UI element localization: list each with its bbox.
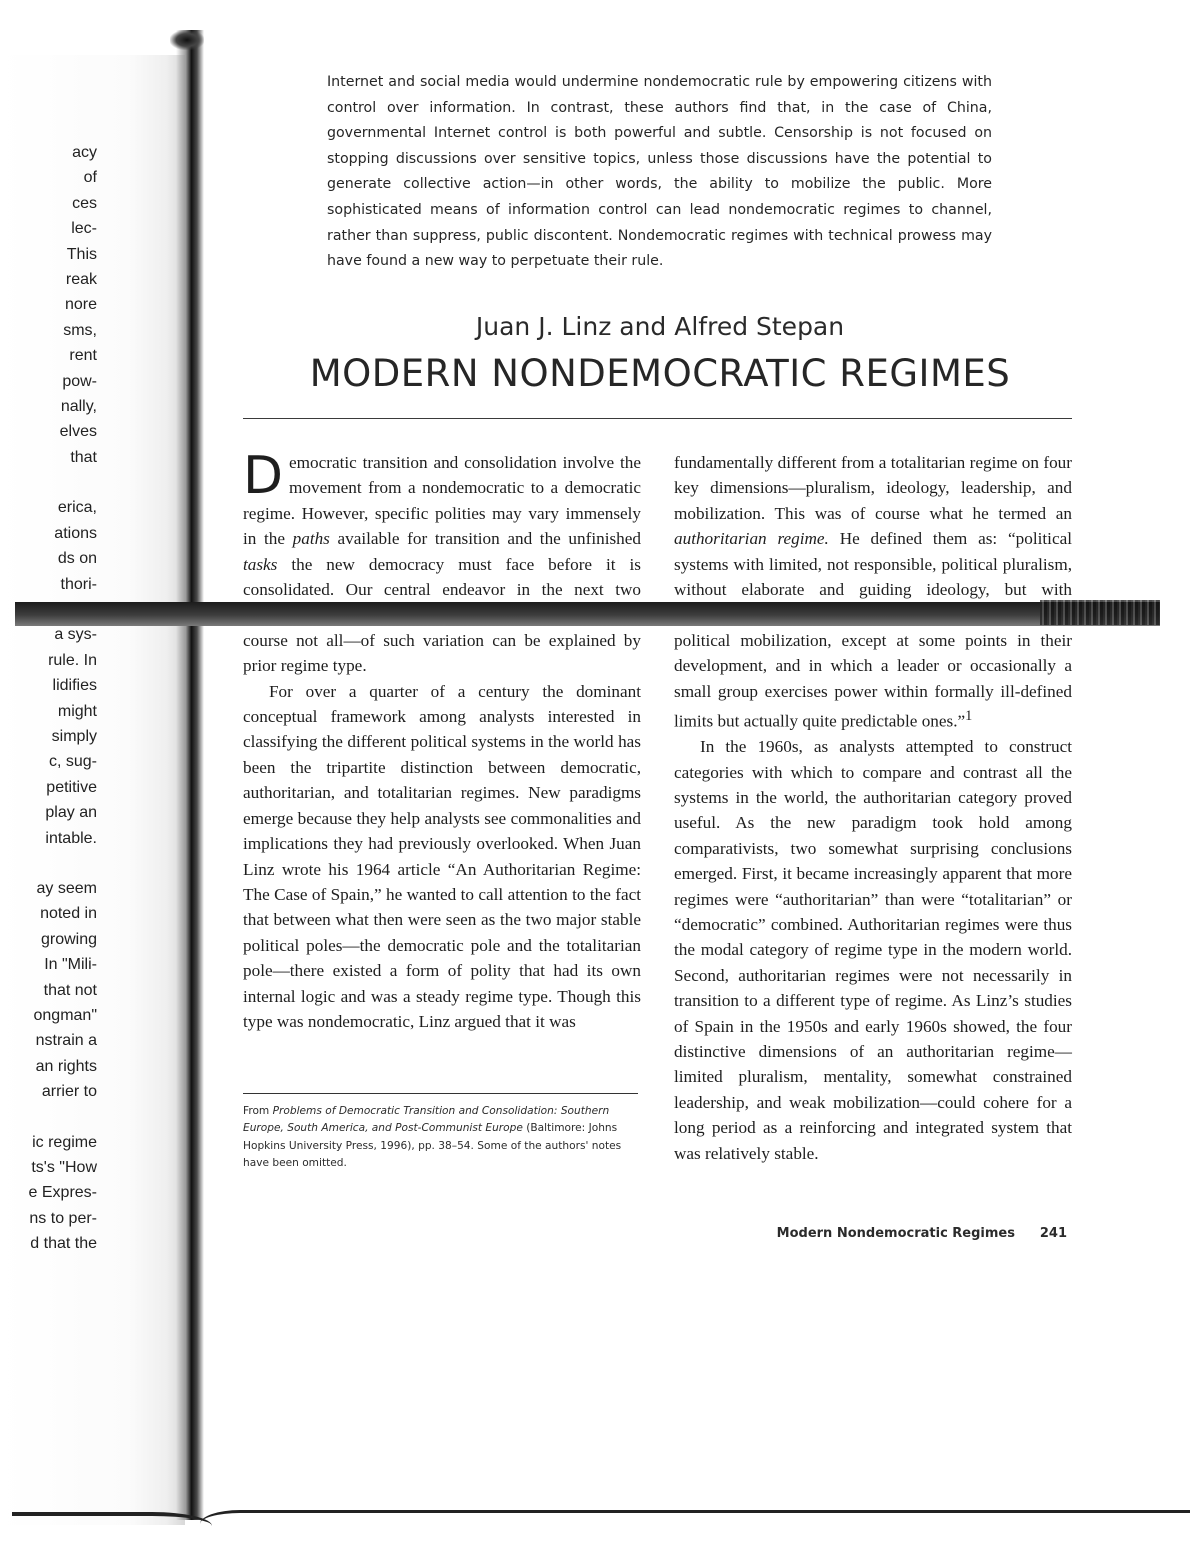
left-page-bottom-edge <box>12 1512 212 1530</box>
scanner-edge-noise <box>1040 600 1160 625</box>
column-left <box>243 446 641 1034</box>
paragraph-2: For over a quarter of a century the dominant conceptual framework among analysts interested in classifying the different political systems in the world has been the tripartite distinction between democratic, authoritarian, and totalitarian regimes. New paradigms emerge because they help analysts see commonalities and implications they had previously overlooked. When Juan Linz wrote his 1964 article “An Authoritarian Regime: The Case of Spain,” he wanted to call attention to the fact that between what then were seen as the two major stable political poles—the democratic pole and the totalitarian pole—there existed a form of polity that had its own internal logic and was a steady regime type. Though this type was nondemocratic, Linz argued that it was <box>243 681 641 1031</box>
left-fragment-line: that not <box>43 981 97 999</box>
left-fragment-line: ts's "How <box>31 1159 97 1177</box>
paragraph-1: Democratic transition and consolidation involve the movement from a nondemocratic to a democratic regime. However, specific polities may vary immensely in the paths available for transition and the unfinished tasks the new democracy must face before it is consolidated. Our central endeavor in the next two course not all—of such variation can be explained by prior regime type. <box>243 446 641 676</box>
left-fragment-line: rent <box>69 347 97 365</box>
introduction-paragraph <box>327 70 992 275</box>
left-fragment-line: This <box>66 245 97 263</box>
paragraph-3: fundamentally different from a totalitarian regime on four key dimensions—pluralism, ideology, leadership, and mobilization. This was of course what he termed an authoritarian regime. He defined them as: “political systems with limited, not responsible, political pluralism, without elaborate and guiding ideology, but with political mobilization, except at some points in their development, and in which a leader or occasionally a small group exercises power within formally ill-defined limits but actually quite predictable ones.”$^1$ <box>674 453 1072 731</box>
source-note: Some of the authors' notes have been omitted. <box>243 1139 622 1170</box>
drop-cap: D <box>243 446 284 506</box>
article-authors: Juan J. Linz and Alfred Stepan <box>475 312 845 341</box>
left-fragment-line: nally, <box>60 398 97 416</box>
left-fragment-line: ic regime <box>32 1133 97 1151</box>
left-fragment-line: e Expres- <box>28 1184 97 1202</box>
left-fragment-line: pow- <box>62 372 97 390</box>
left-fragment-line: erica, <box>57 499 97 517</box>
left-fragment-line: that <box>70 448 97 466</box>
left-fragment-line: an rights <box>35 1057 97 1075</box>
running-footer-title: Modern Nondemocratic Regimes <box>776 1226 1015 1241</box>
title-divider <box>243 418 1072 419</box>
source-title: Problems of Democratic Transition and Consolidation: Southern Europe, South America, and Post-Communist Europe <box>243 1105 610 1135</box>
footnote-marker: 1 <box>965 708 973 725</box>
left-fragment-line: growing <box>40 930 97 948</box>
footnote-divider <box>243 1093 638 1094</box>
left-fragment-line: noted in <box>40 905 97 923</box>
left-fragment-line: thori- <box>60 575 97 593</box>
left-fragment-line: ces <box>72 194 97 212</box>
left-fragment-line: ay seem <box>36 879 97 897</box>
left-fragment-line: rule. In <box>48 651 97 669</box>
left-fragment-line: ns to per- <box>29 1209 97 1227</box>
right-page-bottom-edge <box>200 1510 1190 1527</box>
left-fragment-line: intable. <box>45 829 97 847</box>
left-fragment-line: ongman" <box>33 1007 97 1024</box>
left-fragment-line: lec- <box>71 220 97 238</box>
intro-text: Internet and social media would undermine nondemocratic rule by empowering citizens with control over information. In contrast, these authors find that, in the case of China, governmental Internet control is both powerful and subtle. Censorship is not focused on stopping discussions over sensitive topics, unless those discussions have the potential to generate collective action—in other words, the ability to mobilize the public. More sophisticated means of information control can lead nondemocratic regimes to channel, rather than suppress, public discontent. Nondemocratic regimes with technical prowess may have found a new way to perpetuate their rule. <box>327 74 992 270</box>
left-fragment-line: sms, <box>63 321 97 339</box>
article-title: MODERN NONDEMOCRATIC REGIMES <box>309 352 1011 395</box>
column-right <box>674 450 1072 1166</box>
left-fragment-line: might <box>57 702 97 720</box>
left-fragment-line: play an <box>45 804 97 822</box>
page-number: 241 <box>1039 1226 1067 1241</box>
left-fragment-line: elves <box>59 423 97 441</box>
source-publisher: (Baltimore: Johns Hopkins University Press, 1996), pp. 38–54. <box>243 1122 618 1152</box>
left-fragment-line: petitive <box>46 778 97 796</box>
left-fragment-line: reak <box>65 271 97 289</box>
left-fragment-line: of <box>83 169 97 187</box>
book-bottom-edge <box>15 602 1160 626</box>
left-fragment-line: c, sug- <box>48 753 97 771</box>
left-fragment-line: simply <box>51 727 97 745</box>
left-fragment-line: a sys- <box>54 626 97 644</box>
paragraph-4: In the 1960s, as analysts attempted to construct categories with which to compare and contrast all the systems in the world, the authoritarian category proved useful. As the new paradigm took hold among comparativists, two somewhat surprising conclusions emerged. First, it became increasingly apparent that more regimes were “authoritarian” than were “totalitarian” or “democratic” combined. Authoritarian regimes were thus the modal category of regime type in the modern world. Second, authoritarian regimes were not necessarily in transition to a different type of regime. As Linz’s studies of Spain in the 1950s and early 1960s showed, the four distinctive dimensions of an authoritarian regime—limited pluralism, mentality, somewhat constrained leadership, and weak mobilization—could cohere for a long period as a reinforcing and integrated system that was relatively stable. <box>674 737 1072 1163</box>
source-footnote: From Problems of Democratic Transition and Consolidation: Southern Europe, South America, and Post-Communist Europe (Baltimore: Johns Hopkins University Press, 1996), pp. 38–54. Some of the authors' notes have been omitted. <box>243 1105 622 1170</box>
left-fragment-line: In "Mili- <box>44 956 97 974</box>
left-fragment-line: ations <box>54 524 97 542</box>
left-fragment-line: lidifies <box>52 677 97 695</box>
left-fragment-line: ds on <box>57 550 97 568</box>
left-fragment-line: nore <box>64 296 97 314</box>
left-fragment-line: nstrain a <box>35 1032 97 1050</box>
left-fragment-line: d that the <box>30 1235 97 1253</box>
left-fragment-line: arrier to <box>41 1083 97 1101</box>
left-fragment-line: acy <box>72 144 97 161</box>
